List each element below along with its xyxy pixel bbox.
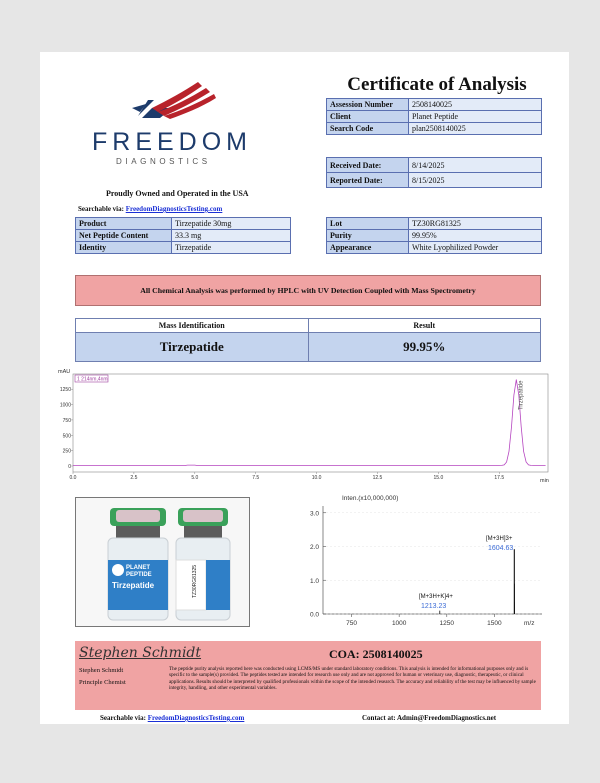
chromatogram-y-tick: 1250: [59, 387, 71, 394]
received-date-value: 8/14/2025: [409, 158, 542, 173]
accession-key: Assession Number: [327, 99, 409, 111]
chromatogram-x-ticks: [70, 472, 505, 481]
purity-value: 99.95%: [409, 230, 542, 242]
chromatogram-x-unit: min: [540, 478, 549, 484]
chromatogram-frame: [73, 374, 548, 472]
ms-y-tick: 0.0: [309, 611, 319, 619]
chromatogram-legend: 1 214nm,4nm: [77, 376, 108, 383]
chromatogram-x-tick: 15.0: [433, 475, 444, 481]
product-value: Tirzepatide 30mg: [172, 218, 291, 230]
ms-peak2-label: [M+3H+K]4+: [419, 594, 453, 600]
net-peptide-value: 33.3 mg: [172, 230, 291, 242]
footer-contact: Contact at: Admin@FreedomDiagnostics.net: [362, 714, 497, 722]
chromatogram-x-tick: 2.5: [130, 475, 138, 481]
table-row: [327, 111, 542, 123]
accession-value: 2508140025: [409, 99, 542, 111]
lot-table: [326, 217, 542, 254]
table-row: [327, 99, 542, 111]
product-table: [75, 217, 291, 254]
table-row: [76, 230, 291, 242]
vial-brand-2: PEPTIDE: [126, 572, 152, 578]
purity-key: Purity: [327, 230, 409, 242]
product-key: Product: [76, 218, 172, 230]
chromatogram-y-tick: 500: [62, 433, 71, 440]
chemist-name: Stephen Schmidt: [79, 667, 124, 674]
coa-number: COA: 2508140025: [329, 647, 423, 661]
ms-peaks: [440, 549, 515, 614]
mass-spectrum: [296, 492, 546, 632]
appearance-key: Appearance: [327, 242, 409, 254]
net-peptide-key: Net Peptide Content: [76, 230, 172, 242]
footer-searchable-prefix: Searchable via:: [100, 714, 148, 722]
chromatogram-y-tick: 1000: [59, 402, 71, 409]
chromatogram-y-ticks: [60, 387, 73, 470]
signature: Stephen Schmidt: [79, 645, 202, 661]
ms-peak1-label: [M+3H]3+: [486, 536, 513, 542]
chromatogram-y-tick: 250: [62, 448, 71, 455]
ms-y-tick: 3.0: [309, 510, 319, 518]
disclaimer-text: The peptide purity analysis reported here was conducted using LCMS/MS under standard laboratory conditions. This analysis is intended for informational purposes only and is specific to the sample(s) provided. The peptides tested are intended for research use only and are not approved for human or veterinary use, diagnostic, therapeutic, or clinical applications. Results should be interpreted by qualified professionals within the scope of the intended research. The accuracy and reliability of the test may be influenced by sample integrity, handling, and other experimental variables.: [169, 666, 536, 692]
table-row: [327, 230, 542, 242]
chromatogram-x-tick: 17.5: [494, 475, 505, 481]
search-code-value: plan2508140025: [409, 123, 542, 135]
chemist-role: Principle Chemist: [79, 679, 126, 686]
ms-x-tick: 1500: [487, 620, 502, 627]
result-value: 99.95%: [308, 333, 541, 362]
chromatogram-trace: [73, 380, 546, 466]
received-date-key: Received Date:: [327, 158, 409, 173]
ms-y-title: Inten.(x10,000,000): [342, 495, 399, 502]
accession-table: [326, 98, 542, 135]
logo-wordmark: FREEDOM: [92, 128, 252, 156]
certificate-page: [40, 52, 569, 724]
client-value: Planet Peptide: [409, 111, 542, 123]
ms-x-unit: m/z: [524, 620, 535, 627]
ms-y-tick: 2.0: [309, 544, 319, 551]
ms-x-tick: 1250: [439, 620, 455, 627]
search-code-key: Search Code: [327, 123, 409, 135]
searchable-link[interactable]: FreedomDiagnosticsTesting.com: [125, 205, 223, 213]
client-key: Client: [327, 111, 409, 123]
table-header-row: [76, 319, 541, 333]
chromatogram-x-tick: 7.5: [252, 475, 260, 481]
appearance-value: White Lyophilized Powder: [409, 242, 542, 254]
chromatogram-y-tick: 0: [68, 464, 71, 470]
searchable-line: [78, 205, 222, 213]
vial-product: Tirzepatide: [112, 581, 155, 590]
mass-identification-table: [75, 318, 541, 362]
footer-searchable: [100, 714, 244, 722]
chromatogram-y-unit: mAU: [58, 369, 71, 375]
chromatogram-x-tick: 10.0: [311, 475, 322, 481]
result-header: Result: [308, 319, 541, 333]
mass-id-value: Tirzepatide: [76, 333, 309, 362]
footer-link[interactable]: FreedomDiagnosticsTesting.com: [147, 714, 245, 722]
table-row: [76, 218, 291, 230]
chromatogram-x-tick: 5.0: [191, 475, 199, 481]
mass-id-header: Mass Identification: [76, 319, 309, 333]
ms-x-ticks: [346, 614, 502, 627]
logo-subtitle: DIAGNOSTICS: [116, 157, 211, 166]
vial-photo: [75, 497, 250, 627]
table-row: [327, 242, 542, 254]
table-row: [76, 333, 541, 362]
vials-image: [76, 498, 249, 626]
chromatogram-y-tick: 750: [62, 417, 71, 424]
table-row: [76, 242, 291, 254]
reported-date-key: Reported Date:: [327, 173, 409, 188]
ms-peak2-value: 1213.23: [421, 603, 447, 610]
table-row: [327, 123, 542, 135]
hplc-chromatogram: [54, 366, 554, 486]
chromatogram-peak-label: Tirzepatide: [518, 380, 525, 410]
lot-value: TZ30RG81325: [409, 218, 542, 230]
chromatogram-x-tick: 0.0: [69, 475, 77, 481]
eagle-flag-logo-icon: [128, 78, 238, 122]
table-row: [327, 218, 542, 230]
vial-side-lot: TZ30RG81325: [192, 564, 198, 598]
identity-key: Identity: [76, 242, 172, 254]
method-banner: All Chemical Analysis was performed by HPLC with UV Detection Coupled with Mass Spectrometry: [75, 275, 541, 306]
ms-x-tick: 1000: [391, 620, 407, 627]
page-title: Certificate of Analysis: [347, 74, 527, 95]
vial-brand-1: PLANET: [126, 565, 150, 571]
chromatogram-x-tick: 12.5: [372, 475, 383, 481]
ms-y-tick: 1.0: [309, 577, 319, 585]
table-row: [327, 173, 542, 188]
lot-key: Lot: [327, 218, 409, 230]
ms-x-tick: 750: [346, 620, 357, 627]
dates-table: [326, 157, 542, 188]
signature-block: [75, 641, 541, 710]
owned-tagline: Proudly Owned and Operated in the USA: [106, 189, 249, 198]
identity-value: Tirzepatide: [172, 242, 291, 254]
searchable-prefix: Searchable via:: [78, 205, 126, 213]
reported-date-value: 8/15/2025: [409, 173, 542, 188]
table-row: [327, 158, 542, 173]
ms-peak1-value: 1604.63: [488, 545, 514, 552]
